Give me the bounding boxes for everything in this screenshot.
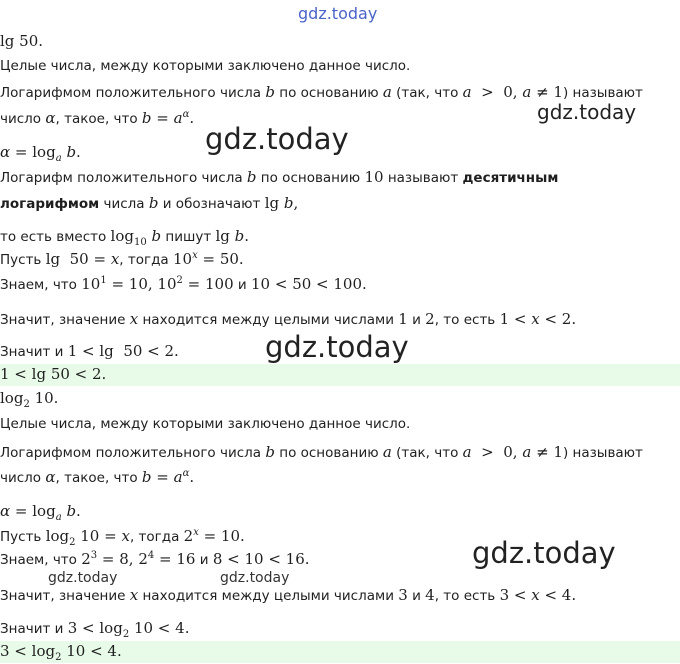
decimal-definition: логарифмом числа b и обозначают lg b, [0,194,299,212]
know-line: Знаем, что $10^1 = 10$, $10^2 = 100$ и 10 < 50 < 100. [0,275,367,293]
watermark: gdz.today [205,122,349,156]
watermark: gdz.today [298,4,378,23]
answer: $3 < \log_2 10 < 4$. [0,642,122,663]
conclusion-line: Значит, значение x находится между целыми числами 3 и 4, то есть 3 < x < 4. [0,586,577,604]
definition-line: число α, такое, что $b = a^\alpha$. [0,109,195,127]
intro-text: Целые числа, между которыми заключено данное число. [0,416,411,432]
watermark: gdz.today [472,536,616,570]
definition-line: Логарифмом положительного числа b по основанию a (так, что a > 0, a ≠ 1) называют [0,443,643,461]
definition-line: число α, такое, что $b = a^\alpha$. [0,468,195,486]
definition-line: Логарифмом положительного числа b по основанию a (так, что a > 0, a ≠ 1) называют [0,83,643,101]
answer-highlight [0,641,680,663]
answer-highlight [0,364,680,386]
conclusion-line: Значит и 1 < lg 50 < 2. [0,342,179,360]
watermark: gdz.today [537,100,637,124]
task-title: lg 50. [0,32,44,50]
task-title: $\log_2 10$. [0,389,59,410]
formula: $\alpha = \log_a b$. [0,502,81,523]
formula: $\alpha = \log_a b$. [0,143,81,164]
decimal-definition: Логарифм положительного числа b по основанию 10 называют десятичным [0,168,559,186]
conclusion-line: Значит, значение x находится между целыми числами 1 и 2, то есть 1 < x < 2. [0,310,577,328]
watermark: gdz.today [48,570,118,586]
let-line: Пусть lg 50 = x, тогда $10^x = 50$. [0,250,244,268]
conclusion-line: Значит и $3 < \log_2 10 < 4$. [0,619,190,640]
watermark: gdz.today [220,570,290,586]
watermark: gdz.today [265,330,409,364]
answer: 1 < lg 50 < 2. [0,365,107,383]
let-line: Пусть $\log_2 10 = x$, тогда $2^x = 10$. [0,527,245,548]
intro-text: Целые числа, между которыми заключено данное число. [0,58,411,74]
know-line: Знаем, что $2^3 = 8$, $2^4 = 16$ и 8 < 10 < 16. [0,550,310,568]
decimal-definition: то есть вместо $\log_{10} b$ пишут lg b. [0,227,250,248]
